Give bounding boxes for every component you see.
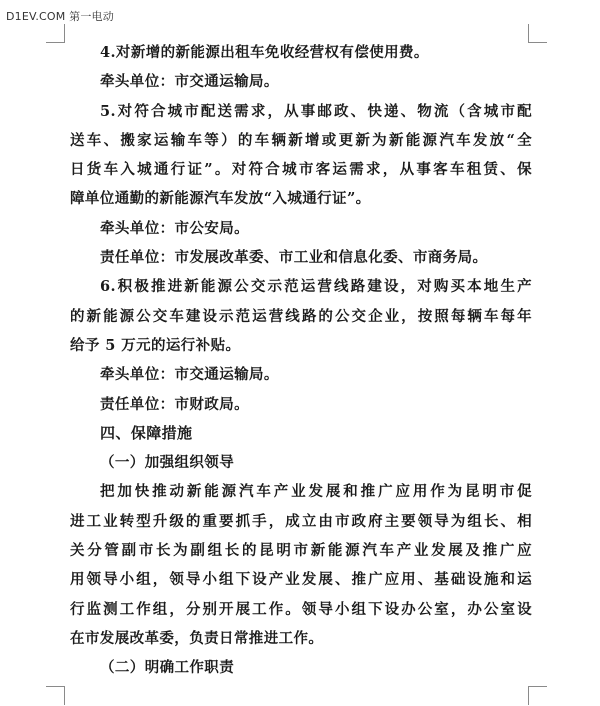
subsection-heading: （一）加强组织领导 <box>100 454 235 472</box>
text-line: 5.对符合城市配送需求，从事邮政、快递、物流（含城市配 <box>100 102 532 120</box>
section-heading: 四、保障措施 <box>100 423 193 442</box>
watermark-text: D1EV.COM 第一电动 <box>6 10 114 23</box>
text-line: 日货车入城通行证”。对符合城市客运需求，从事客车租赁、保 <box>70 161 532 179</box>
document-page <box>70 38 532 683</box>
crop-mark-bottom-left <box>46 686 65 705</box>
crop-mark-top-left <box>46 24 65 43</box>
text-line: 6.积极推进新能源公交示范运营线路建设，对购买本地生产 <box>100 278 532 296</box>
text-line: 牵头单位：市交通运输局。 <box>100 73 279 91</box>
text-line: 牵头单位：市公安局。 <box>100 219 249 237</box>
text-line: 用领导小组，领导小组下设产业发展、推广应用、基础设施和运 <box>70 571 532 589</box>
text-line: 给予 5 万元的运行补贴。 <box>70 336 241 354</box>
subsection-heading: （二）明确工作职责 <box>100 659 235 677</box>
text-line: 牵头单位：市交通运输局。 <box>100 366 279 384</box>
text-line: 责任单位：市财政局。 <box>100 395 249 413</box>
text-line: 责任单位：市发展改革委、市工业和信息化委、市商务局。 <box>100 249 488 267</box>
text-line: 4.对新增的新能源出租车免收经营权有偿使用费。 <box>100 44 429 61</box>
text-line: 关分管副市长为副组长的昆明市新能源汽车产业发展及推广应 <box>70 542 532 560</box>
text-line: 障单位通勤的新能源汽车发放“入城通行证”。 <box>70 190 371 208</box>
text-line: 进工业转型升级的重要抓手，成立由市政府主要领导为组长、相 <box>70 512 532 530</box>
text-line: 在市发展改革委，负责日常推进工作。 <box>70 629 324 647</box>
crop-mark-bottom-right <box>528 686 547 705</box>
text-line: 把加快推动新能源汽车产业发展和推广应用作为昆明市促 <box>100 483 532 501</box>
text-line: 的新能源公交车建设示范运营线路的公交企业，按照每辆车每年 <box>70 307 532 325</box>
text-line: 送车、搬家运输车等）的车辆新增或更新为新能源汽车发放“全 <box>70 131 532 149</box>
text-line: 行监测工作组，分别开展工作。领导小组下设办公室，办公室设 <box>70 600 532 618</box>
